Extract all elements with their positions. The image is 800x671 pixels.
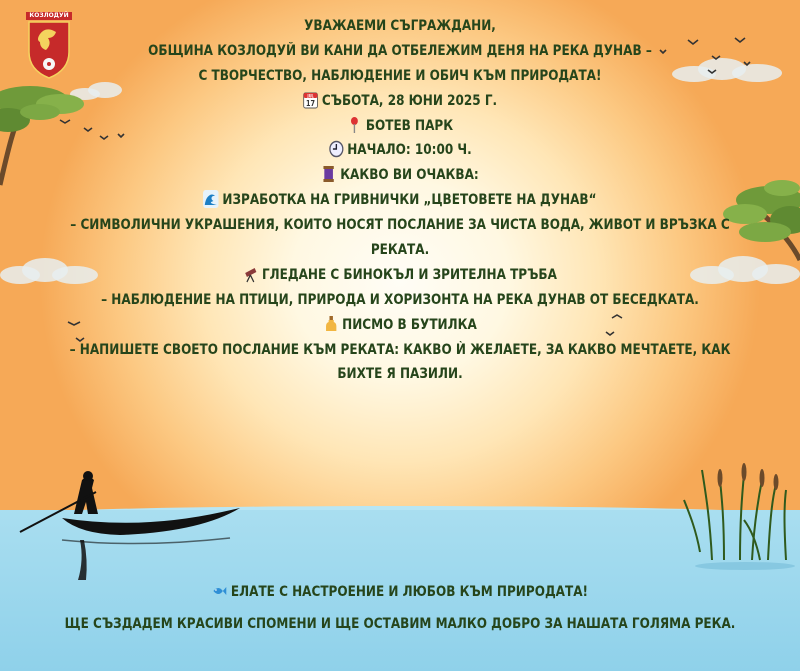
- activity-1-desc-1: – СИМВОЛИЧНИ УКРАШЕНИЯ, КОИТО НОСЯТ ПОСЛАНИЕ ЗА ЧИСТА ВОДА, ЖИВОТ И ВРЪЗКА С: [70, 217, 730, 234]
- activity-3-title: [56, 313, 744, 338]
- closing-line-1: [56, 576, 744, 608]
- thread-spool-icon: [321, 165, 336, 183]
- logo-text: КОЗЛОДУЙ: [29, 12, 69, 19]
- event-time: [56, 138, 744, 163]
- greeting: УВАЖАЕМИ СЪГРАЖДАНИ,: [304, 18, 496, 34]
- event-location: [56, 114, 744, 139]
- fish-icon: [212, 582, 227, 600]
- cattail-heads: [718, 463, 779, 490]
- activity-1-title: [56, 188, 744, 213]
- program-heading-text: КАКВО ВИ ОЧАКВА:: [340, 167, 479, 184]
- activity-1-title-text: ИЗРАБОТКА НА ГРИВНИЧКИ „ЦВЕТОВЕТЕ НА ДУНАВ“: [222, 192, 597, 209]
- activity-2-title: [56, 263, 744, 288]
- closing-line-1-text: ЕЛАТЕ С НАСТРОЕНИЕ И ЛЮБОВ КЪМ ПРИРОДАТА!: [230, 584, 589, 600]
- svg-text:17: 17: [306, 99, 316, 108]
- activity-3-desc-1: – НАПИШЕТЕ СВОЕТО ПОСЛАНИЕ КЪМ РЕКАТА: КАКВО Ѝ ЖЕЛАЕТЕ, ЗА КАКВО МЕЧТАЕТЕ, КАК: [69, 341, 731, 358]
- event-location-text: БОТЕВ ПАРК: [365, 117, 454, 134]
- activity-2-title-text: ГЛЕДАНЕ С БИНОКЪЛ И ЗРИТЕЛНА ТРЪБА: [261, 266, 557, 283]
- closing-text: [0, 576, 800, 640]
- closing-line-2: ЩЕ СЪЗДАДЕМ КРАСИВИ СПОМЕНИ И ЩЕ ОСТАВИМ МАЛКО ДОБРО ЗА НАШАТА ГОЛЯМА РЕКА.: [64, 616, 736, 632]
- program-heading: [56, 163, 744, 188]
- activity-3-desc-2: БИХТЕ Я ПАЗИЛИ.: [337, 366, 463, 383]
- telescope-icon: [243, 265, 258, 283]
- activity-3-title-text: ПИСМО В БУТИЛКА: [342, 316, 477, 333]
- pushpin-icon: [347, 116, 362, 134]
- clock-icon: [328, 140, 343, 158]
- activity-2-desc: – НАБЛЮДЕНИЕ НА ПТИЦИ, ПРИРОДА И ХОРИЗОНТА НА РЕКА ДУНАВ ОТ БЕСЕДКАТА.: [101, 291, 699, 308]
- bottle-icon: [323, 315, 338, 333]
- event-time-text: НАЧАЛО: 10:00 Ч.: [347, 142, 472, 159]
- fisherman-boat-silhouette: [20, 471, 240, 580]
- wave-icon: [203, 190, 218, 208]
- svg-text:JUL: JUL: [307, 93, 314, 99]
- invitation-line-1: ОБЩИНА КОЗЛОДУЙ ВИ КАНИ ДА ОТБЕЛЕЖИМ ДЕНЯ НА РЕКА ДУНАВ –: [148, 42, 652, 59]
- event-date-text: СЪБОТА, 28 ЮНИ 2025 Г.: [321, 92, 498, 109]
- invitation-text: [0, 14, 800, 387]
- activity-1-desc-2: РЕКАТА.: [370, 242, 430, 259]
- reeds-illustration: [684, 470, 786, 560]
- event-date: [56, 89, 744, 114]
- invitation-line-2: С ТВОРЧЕСТВО, НАБЛЮДЕНИЕ И ОБИЧ КЪМ ПРИРОДАТА!: [198, 67, 602, 84]
- calendar-icon: [303, 91, 318, 109]
